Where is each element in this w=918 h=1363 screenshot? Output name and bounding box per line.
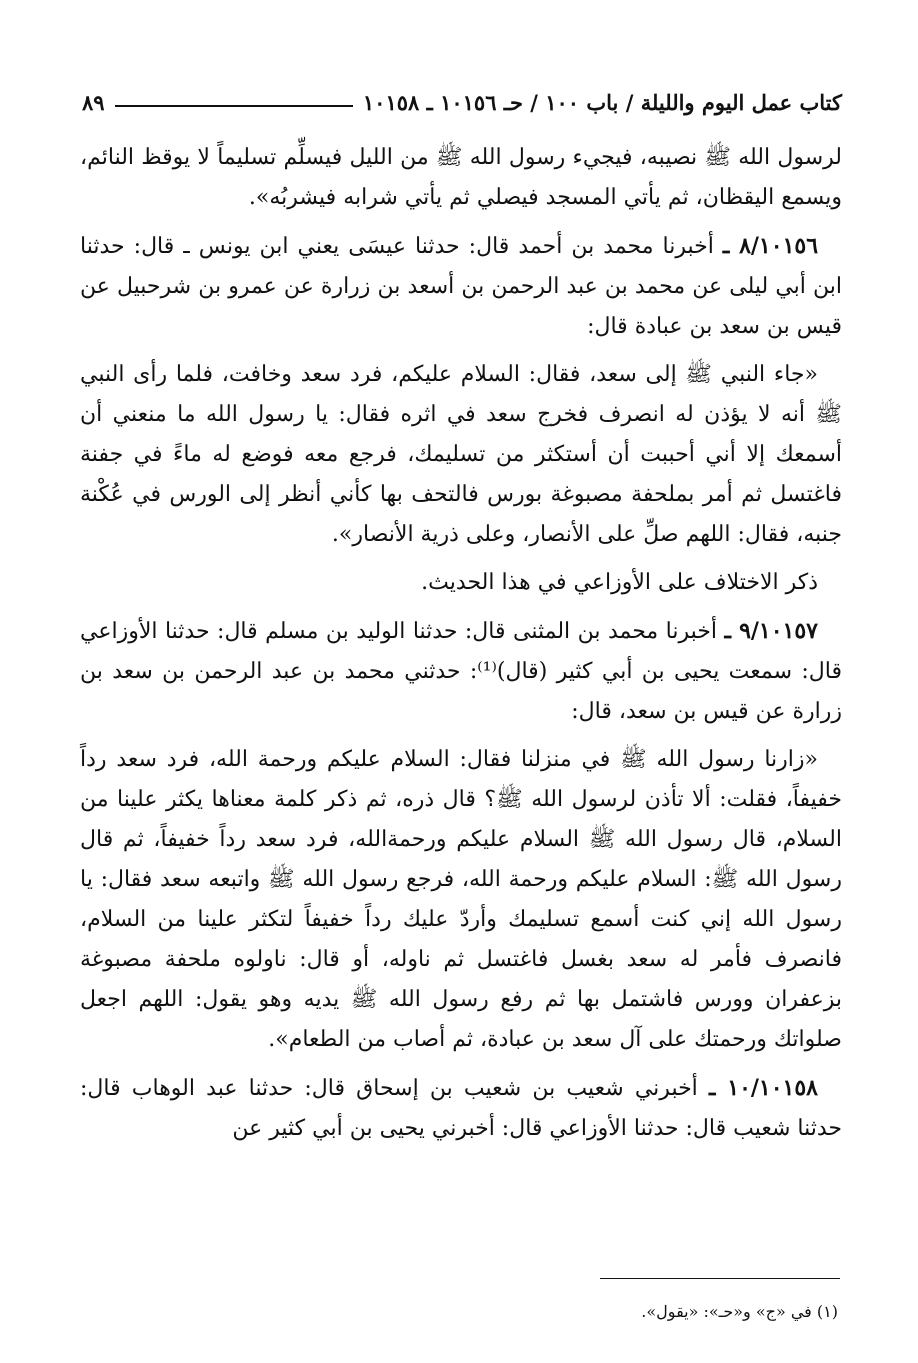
paragraph-text: أخبرنا محمد بن أحمد قال: حدثنا عيسَى يعني ابن يونس ـ قال: حدثنا ابن أبي ليلى عن محمد بن عبد الرحمن بن أسعد بن زرارة عن عمرو بن شرحبيل عن قيس بن سعد بن عبادة قال:	[80, 234, 842, 339]
paragraph-text: ذكر الاختلاف على الأوزاعي في هذا الحديث.	[421, 570, 818, 595]
paragraph-text: لرسول الله ﷺ نصيبه، فيجيء رسول الله ﷺ من الليل فيسلِّم تسليماً لا يوقظ النائم، ويسمع اليقظان، ثم يأتي المسجد فيصلي ثم يأتي شرابه فيشربُه».	[80, 145, 842, 210]
hadith-number: ١٠/١٠١٥٨ ـ	[708, 1075, 818, 1101]
hadith-paragraph	[80, 226, 842, 347]
footnote-rule	[600, 1278, 840, 1279]
paragraph-text: أخبرنا محمد بن المثنى قال: حدثنا الوليد بن مسلم قال: حدثنا الأوزاعي قال: سمعت يحيى بن أبي كثير (قال)⁽¹⁾: حدثني محمد بن عبد الرحمن بن سعد بن زرارة عن قيس بن سعد، قال:	[80, 619, 842, 724]
page-number: ٨٩	[82, 89, 105, 115]
paragraph-text: «زارنا رسول الله ﷺ في منزلنا فقال: السلام عليكم ورحمة الله، فرد سعد رداً خفيفاً، فقلت: ألا تأذن لرسول الله ﷺ؟ قال ذره، ثم ذكر كلمة معناها يكثر علينا من السلام، قال رسول الله ﷺ السلام عليكم ورحمةالله، فرد سعد رداً خفيفاً، ثم قال رسول الله ﷺ: السلام عليكم ورحمة الله، فرجع رسول الله ﷺ واتبعه سعد فقال: يا رسول الله إني كنت أسمع تسليمك وأردّ عليك رداً خفيفاً لتكثر علينا من السلام، فانصرف فأمر له سعد بغسل فاغتسل ثم ناوله، أو قال: ناولوه ملحفة مصبوغة بزعفران وورس فاشتمل بها ثم رفع رسول الله ﷺ يديه وهو يقول: اللهم اجعل صلواتك ورحمتك على آل سعد بن عبادة، ثم أصاب من الطعام».	[80, 747, 843, 1052]
hadith-number: ٨/١٠١٥٦ ـ	[722, 233, 819, 259]
footnote: (١) في «ج» و«حـ»: «يقول».	[641, 1302, 838, 1321]
header-rule	[115, 105, 353, 107]
paragraph	[80, 740, 842, 1060]
paragraph-text: أخبرني شعيب بن شعيب بن إسحاق قال: حدثنا عبد الوهاب قال: حدثنا شعيب قال: حدثنا الأوزاعي قال: أخبرني يحيى بن أبي كثير عن	[80, 1076, 842, 1141]
running-header	[82, 84, 842, 120]
hadith-number: ٩/١٠١٥٧ ـ	[724, 618, 818, 644]
header-title: كتاب عمل اليوم والليلة / باب ١٠٠ / حـ ١٠١٥٦ ـ ١٠١٥٨	[362, 89, 842, 115]
section-note	[80, 563, 842, 603]
paragraph	[80, 355, 842, 555]
paragraph-text: «جاء النبي ﷺ إلى سعد، فقال: السلام عليكم، فرد سعد وخافت، فلما رأى النبي ﷺ أنه لا يؤذن له انصرف فخرج سعد في اثره فقال: يا رسول الله ما منعني أن أسمعك إلا أني أحببت أن أستكثر من تسليمك، فرجع معه فوضع له ماءً في جفنة فاغتسل ثم أمر بملحفة مصبوغة بورس فالتحف بها كأني أنظر إلى الورس في عُكْنة جنبه، فقال: اللهم صلِّ على الأنصار، وعلى ذرية الأنصار».	[80, 362, 842, 547]
hadith-paragraph	[80, 1068, 842, 1149]
paragraph	[80, 138, 842, 218]
page-body	[80, 138, 842, 1157]
hadith-paragraph	[80, 611, 842, 732]
